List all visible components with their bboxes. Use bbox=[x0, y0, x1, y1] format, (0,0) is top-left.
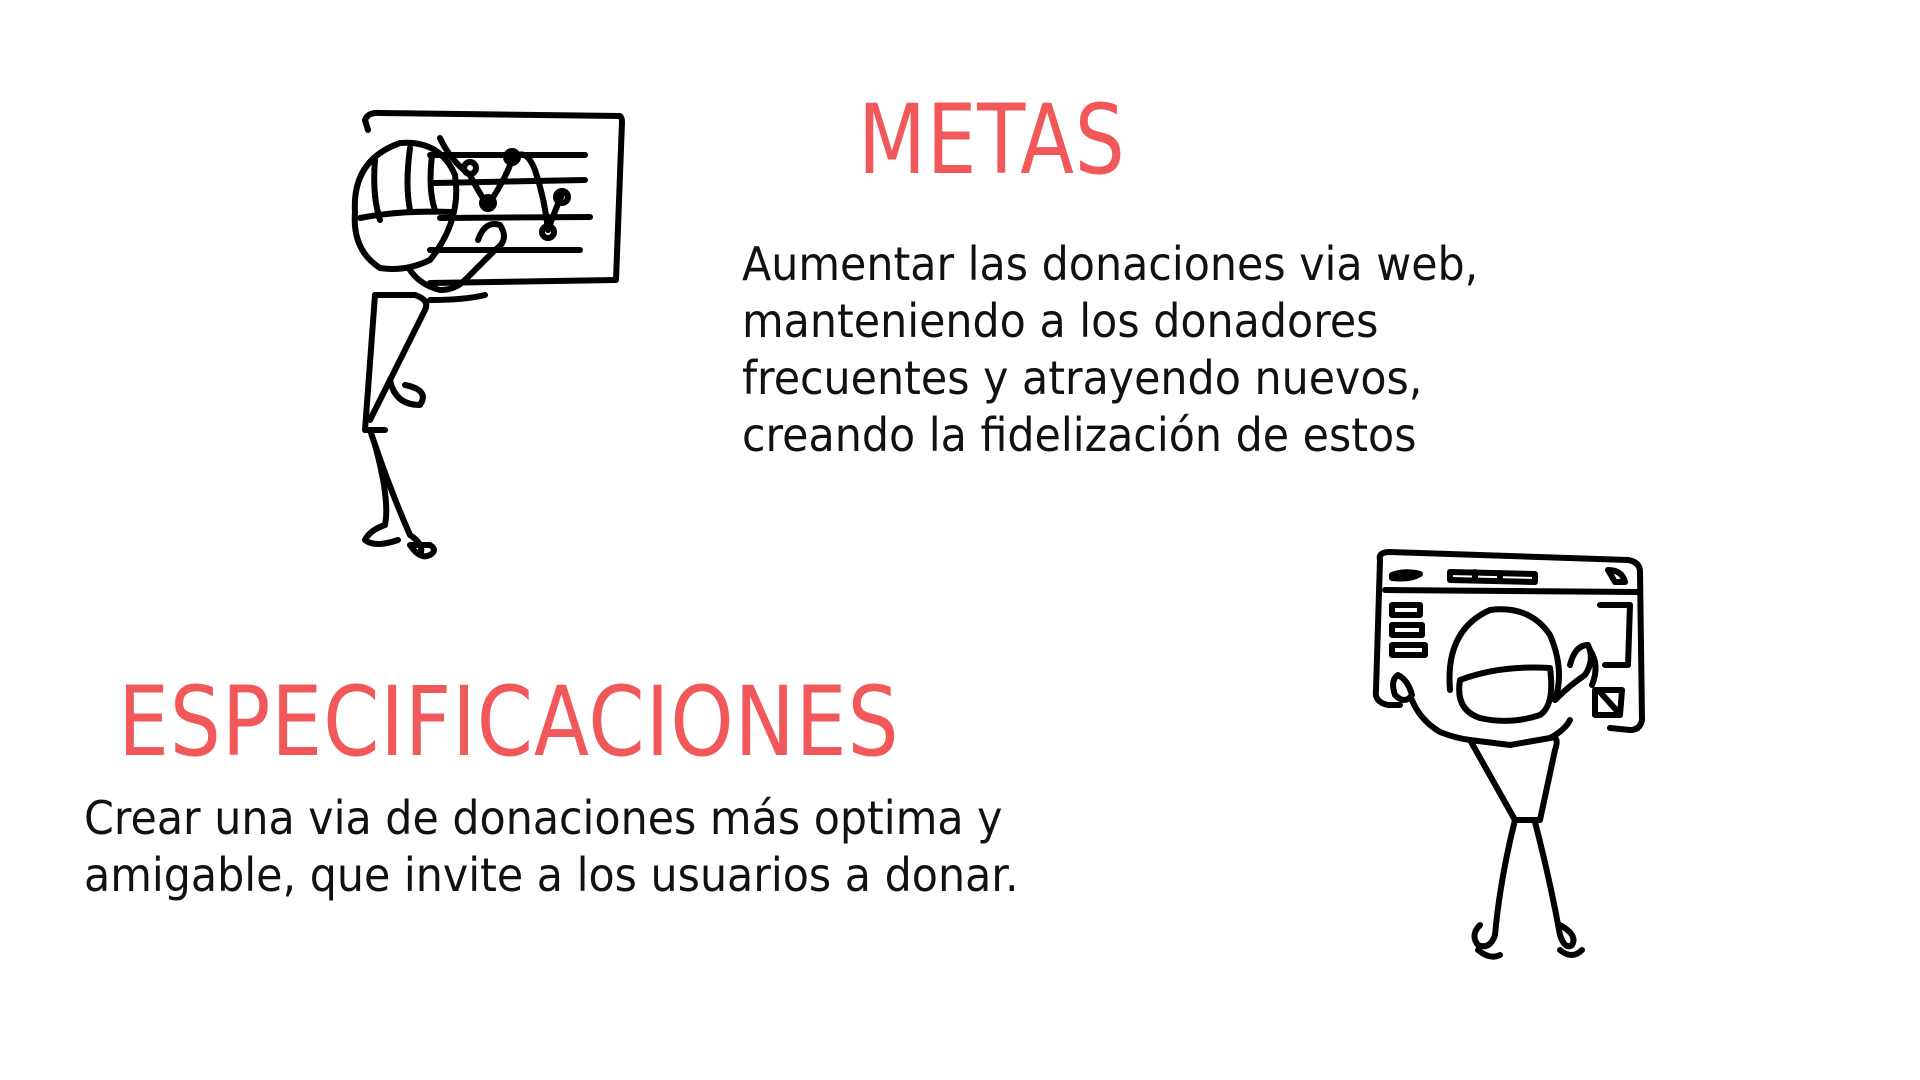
metas-line: Aumentar las donaciones via web, bbox=[742, 237, 1479, 291]
metas-title: METAS bbox=[858, 84, 1126, 196]
metas-line: manteniendo a los donadores bbox=[742, 294, 1379, 348]
metas-paragraph bbox=[742, 236, 1478, 464]
stick-figure-pointing-at-chart-icon bbox=[280, 100, 640, 590]
metas-line: frecuentes y atrayendo nuevos, bbox=[742, 351, 1423, 405]
especificaciones-line: Crear una via de donaciones más optima y bbox=[84, 791, 1003, 845]
metas-line: creando la fidelización de estos bbox=[742, 408, 1417, 462]
especificaciones-title: ESPECIFICACIONES bbox=[118, 666, 900, 778]
especificaciones-paragraph bbox=[84, 790, 1019, 904]
stick-figure-holding-browser-window-icon bbox=[1360, 540, 1660, 990]
especificaciones-line: amigable, que invite a los usuarios a donar. bbox=[84, 848, 1019, 902]
